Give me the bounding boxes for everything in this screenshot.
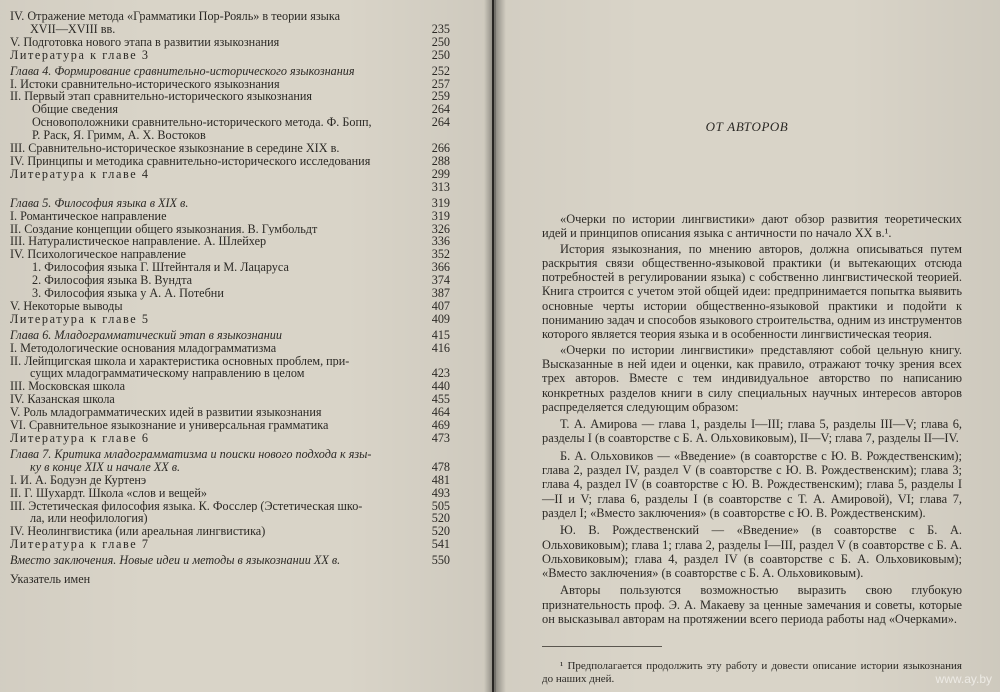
toc-entry-page: 440 xyxy=(431,379,450,394)
right-page xyxy=(494,0,1000,692)
toc-entry xyxy=(10,274,450,287)
preface-body xyxy=(542,212,962,627)
toc-entry-title: II. Создание концепции общего языкознания. В. Гумбольдт xyxy=(10,222,318,236)
toc-entry-title: IV. Психологическое направление xyxy=(10,248,186,262)
toc-entry-title: III. Натуралистическое направление. А. Шлейхер xyxy=(10,235,267,249)
preface-paragraph: История языкознания, по мнению авторов, должна описываться путем раскрытия связи общественно-языковой практики (и вытекающих отсюда потребностей в регулировании языка) с собственно лингвистической теорией. Книга строится с учетом этой общей идеи: предпринимается попытка выявить основные черты истории общественно-языковой практики и подойти к пониманию задач и способов языкового строительства, одним из инструментов которого является теория языка и в особенности лингвистическая теория. xyxy=(542,241,962,342)
toc-entry xyxy=(10,525,450,538)
toc-entry xyxy=(10,23,450,36)
left-page xyxy=(0,0,492,692)
toc-entry-page: 374 xyxy=(431,273,450,288)
toc-entry xyxy=(10,419,450,432)
toc-entry-page: 299 xyxy=(431,166,450,181)
toc-entry-title: III. Сравнительно-историческое языкознание в середине XIX в. xyxy=(10,142,340,155)
toc-entry-page: 250 xyxy=(431,47,450,62)
toc-entry-title: II. Первый этап сравнительно-исторического языкознания xyxy=(10,90,313,104)
toc-entry xyxy=(10,142,450,155)
toc-entry-page: 478 xyxy=(431,459,450,474)
toc-entry xyxy=(10,129,450,142)
toc-entry-title: VI. Сравнительное языкознание и универсальная грамматика xyxy=(10,419,329,432)
toc-entry xyxy=(10,573,450,586)
toc-entry-title: Глава 6. Младограмматический этап в языкознании xyxy=(10,328,282,342)
toc-entry-page: 336 xyxy=(431,234,450,249)
toc-entry-title: Литература к главе 4 xyxy=(10,167,150,181)
toc-entry xyxy=(10,538,450,551)
toc-entry-page: 266 xyxy=(431,141,450,156)
toc-entry xyxy=(10,223,450,236)
toc-entry xyxy=(10,65,450,78)
toc-entry-title: Общие сведения xyxy=(32,103,118,117)
toc-entry xyxy=(10,197,450,210)
toc-entry-title: ку в конце XIX и начале XX в. xyxy=(30,460,181,474)
toc-entry-page: 407 xyxy=(431,298,450,313)
toc-entry-title: Литература к главе 5 xyxy=(10,312,150,326)
toc-entry xyxy=(10,116,450,129)
toc-entry-page: 257 xyxy=(431,76,450,91)
preface-paragraph: Т. А. Амирова — глава 1, разделы I—III; глава 5, разделы III—V; глава 6, разделы I (в соавторстве с Б. А. Ольховиковым), II—V; глава 7, разделы II—IV. xyxy=(542,417,962,446)
toc-entry xyxy=(10,90,450,103)
toc-entry-page: 288 xyxy=(431,153,450,168)
toc-entry-title: IV. Неолингвистика (или ареальная лингвистика) xyxy=(10,525,266,539)
preface-paragraph: Авторы пользуются возможностью выразить свою глубокую признательность проф. Э. А. Макаеву за ценные замечания и советы, которые он высказывал авторам на протяжении всего периода работы над «Очерками». xyxy=(542,583,962,627)
toc-entry-page: 352 xyxy=(431,247,450,262)
toc-entry-page: 313 xyxy=(431,179,450,194)
toc-entry-title: V. Подготовка нового этапа в развитии языкознания xyxy=(10,35,280,49)
toc-entry xyxy=(10,393,450,406)
toc-entry-page: 259 xyxy=(431,89,450,104)
toc-entry-title: I. Методологические основания младограмматизма xyxy=(10,341,277,355)
toc-entry-title: 3. Философия языка у А. А. Потебни xyxy=(32,287,224,300)
toc-entry-title: ла, или неофилология) xyxy=(30,512,148,526)
toc-entry-title: V. Некоторые выводы xyxy=(10,299,123,313)
toc-entry-title: V. Роль младограмматических идей в развитии языкознания xyxy=(10,406,322,420)
toc-entry xyxy=(10,248,450,261)
preface-paragraph: «Очерки по истории лингвистики» представляют собой цельную книгу. Высказанные в ней идеи и оценки, как правило, отражают точку зрения всех трех авторов. Вместе с тем индивидуальное авторство по написанию конкретных разделов книги в силу специальных научных интересов авторов распределяется следующим образом: xyxy=(542,342,962,414)
toc-entry xyxy=(10,406,450,419)
toc-entry-page: 415 xyxy=(431,327,450,342)
toc-entry xyxy=(10,367,450,380)
toc-entry xyxy=(10,155,450,168)
toc-entry-page: 387 xyxy=(431,286,450,301)
toc-entry xyxy=(10,261,450,274)
toc-entry-page: 326 xyxy=(431,221,450,236)
toc-entry xyxy=(10,512,450,525)
toc-entry-title: I. Истоки сравнительно-исторического языкознания xyxy=(10,77,280,91)
toc-entry-page: 319 xyxy=(431,208,450,223)
toc-entry xyxy=(10,168,450,181)
toc-entry xyxy=(10,287,450,300)
toc-entry xyxy=(10,380,450,393)
toc-entry-page: 550 xyxy=(431,553,450,568)
toc-entry-title: Указатель имен xyxy=(10,573,91,586)
toc-entry-title: Литература к главе 7 xyxy=(10,538,150,552)
toc-entry-title: Литература к главе 6 xyxy=(10,432,150,445)
toc-entry xyxy=(10,181,450,194)
toc-entry-page: 366 xyxy=(431,260,450,275)
toc-entry-page: 264 xyxy=(431,102,450,117)
toc-entry-page: 469 xyxy=(431,418,450,433)
toc-entry xyxy=(10,300,450,313)
watermark: www.ay.by xyxy=(935,672,992,686)
toc-entry-title: III. Московская школа xyxy=(10,380,126,394)
preface-paragraph: Ю. В. Рождественский — «Введение» (в соавторстве с Б. А. Ольховиковым); глава 1; глава 2, разделы I—III, раздел V (в соавторстве с Б. А. Ольховиковым); глава 4, раздел IV (в соавторстве с Б. А. Ольховиковым); «Вместо заключения» (в соавторстве с Б. А. Ольховиковым). xyxy=(542,523,962,581)
toc-entry-title: 1. Философия языка Г. Штейнталя и М. Лацаруса xyxy=(32,261,289,275)
toc-entry xyxy=(10,49,450,62)
toc-entry-page: 416 xyxy=(431,340,450,355)
toc-entry xyxy=(10,210,450,223)
toc-entry-title: IV. Принципы и методика сравнительно-исторического исследования xyxy=(10,154,371,168)
toc-entry xyxy=(10,329,450,342)
toc-entry-title: Глава 4. Формирование сравнительно-исторического языкознания xyxy=(10,64,355,78)
toc-entry-title: Основоположники сравнительно-исторического метода. Ф. Бопп, xyxy=(32,116,372,130)
preface-paragraph: Б. А. Ольховиков — «Введение» (в соавторстве с Ю. В. Рождественским); глава 2, раздел IV, раздел V (в соавторстве с Ю. В. Рождественским); глава 3; глава 4, раздел IV (в соавторстве с Ю. В. Рождественским); глава 5, разделы I—II и V; глава 6, разделы I (в соавторстве с Т. А. Амировой), VI; глава 7, раздел I; «Вместо заключения» (в соавторстве с Ю. В. Рождественским). xyxy=(542,448,962,520)
toc-entry-page: 319 xyxy=(431,195,450,210)
toc-entry-page: 455 xyxy=(431,392,450,407)
toc-entry-title: I. И. А. Бодуэн де Куртенэ xyxy=(10,473,147,487)
toc-entry-page: 464 xyxy=(431,405,450,420)
toc-entry-title: 2. Философия языка В. Вундта xyxy=(32,274,193,288)
toc-entry-page: 520 xyxy=(431,524,450,539)
toc-entry-page: 423 xyxy=(431,366,450,381)
toc-entry-page: 481 xyxy=(431,472,450,487)
toc-entry-title: Глава 5. Философия языка в XIX в. xyxy=(10,196,189,210)
toc-entry xyxy=(10,313,450,326)
toc-entry xyxy=(10,554,450,567)
toc-entry-page: 250 xyxy=(431,34,450,49)
toc-entry-page: 473 xyxy=(431,431,450,445)
toc-entry-title: XVII—XVIII вв. xyxy=(30,22,116,36)
toc-entry xyxy=(10,355,450,368)
footnote-rule xyxy=(542,646,662,647)
toc-entry-title: Вместо заключения. Новые идеи и методы в языкознании XX в. xyxy=(10,554,341,568)
toc-entry-page: 541 xyxy=(431,537,450,552)
toc-entry-page: 235 xyxy=(431,21,450,36)
toc-entry-title: Глава 7. Критика младограмматизма и поиски нового подхода к язы- xyxy=(10,447,372,461)
toc-entry xyxy=(10,10,450,23)
toc-entry-title: II. Г. Шухардт. Школа «слов и вещей» xyxy=(10,486,207,500)
toc-entry-title: сущих младограмматическому направлению в целом xyxy=(30,367,305,381)
toc-entry-title: Р. Раск, Я. Гримм, А. Х. Востоков xyxy=(32,129,206,143)
preface-paragraph: «Очерки по истории лингвистики» дают обзор развития теоретических идей и принципов описания языка с античности по начало XX в.¹. xyxy=(542,212,962,241)
footnote: ¹ Предполагается продолжить эту работу и довести описание истории языкознания до наших дней. xyxy=(542,660,962,685)
toc-entry-page: 264 xyxy=(431,115,450,130)
toc-entry xyxy=(10,78,450,91)
toc-entry xyxy=(10,461,450,474)
toc-entry-page: 409 xyxy=(431,311,450,326)
toc-entry-page: 493 xyxy=(431,485,450,500)
toc-entry xyxy=(10,487,450,500)
toc-entry xyxy=(10,474,450,487)
toc-entry-title: II. Лейпцигская школа и характеристика основных проблем, при- xyxy=(10,354,350,368)
table-of-contents xyxy=(10,10,450,586)
toc-entry-page: 252 xyxy=(431,63,450,78)
page-heading: ОТ АВТОРОВ xyxy=(705,119,789,134)
toc-entry-title: IV. Отражение метода «Грамматики Пор-Рояль» в теории языка xyxy=(10,10,341,23)
toc-entry xyxy=(10,500,450,513)
toc-entry xyxy=(10,432,450,445)
toc-entry-page: 505 xyxy=(431,498,450,513)
toc-entry-title: IV. Казанская школа xyxy=(10,393,115,407)
toc-entry-page: 520 xyxy=(431,511,450,526)
toc-entry xyxy=(10,235,450,248)
toc-entry-title: Литература к главе 3 xyxy=(10,48,150,62)
toc-entry xyxy=(10,342,450,355)
toc-entry xyxy=(10,36,450,49)
toc-entry-title: III. Эстетическая философия языка. К. Фосслер (Эстетическая шко- xyxy=(10,499,363,513)
book-gutter xyxy=(484,0,506,692)
toc-entry xyxy=(10,103,450,116)
toc-entry-title: I. Романтическое направление xyxy=(10,209,167,223)
toc-entry xyxy=(10,448,450,461)
